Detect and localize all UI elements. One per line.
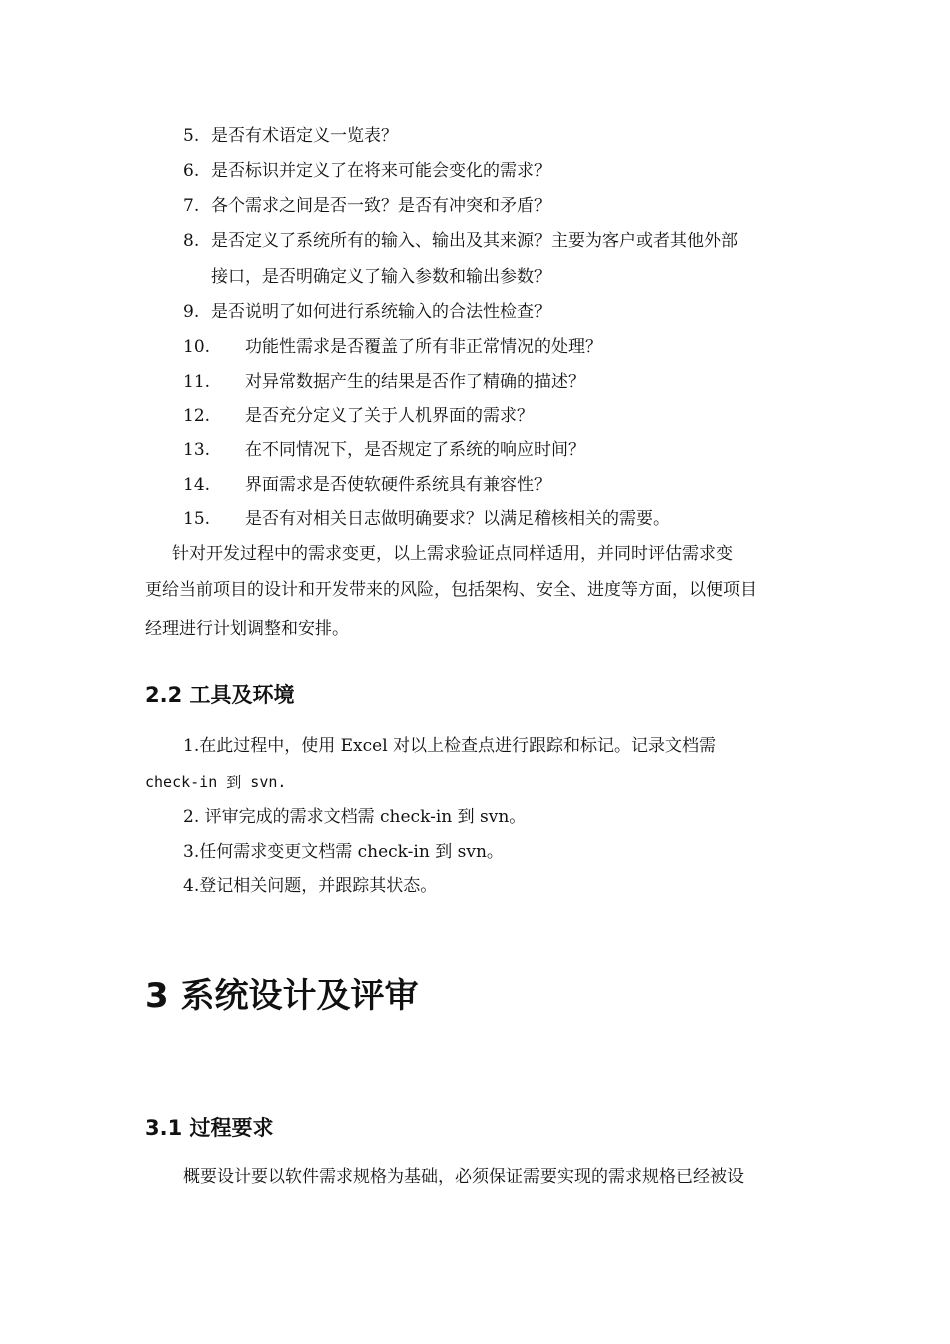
list-item-8 [183, 229, 738, 253]
list-number: 5. [183, 126, 200, 146]
list-number: 9. [183, 302, 200, 322]
list-item-9 [183, 300, 551, 324]
paragraph-line: 更给当前项目的设计和开发带来的风险，包括架构、安全、进度等方面，以便项目 [145, 580, 757, 600]
list-number: 15. [183, 509, 211, 529]
list-text: 是否说明了如何进行系统输入的合法性检查？ [211, 302, 551, 322]
list-text: 对异常数据产生的结果是否作了精确的描述？ [245, 372, 585, 392]
list-item-14 [183, 473, 551, 497]
section-heading-3-1: 3.1 过程要求 [145, 1116, 274, 1140]
list-text: 是否有术语定义一览表？ [211, 126, 398, 146]
list-number: 8. [183, 231, 200, 251]
tool-item-1: 1.在此过程中，使用 Excel 对以上检查点进行跟踪和标记。记录文档需 [183, 736, 717, 756]
list-number: 7. [183, 196, 200, 216]
list-item-11 [183, 370, 585, 394]
list-text: 界面需求是否使软硬件系统具有兼容性？ [245, 475, 551, 495]
list-text: 是否标识并定义了在将来可能会变化的需求？ [211, 161, 551, 181]
tool-item-1-continuation: check-in 到 svn. [145, 773, 287, 791]
list-item-5 [183, 124, 398, 148]
list-number: 12. [183, 406, 211, 426]
tool-item-2: 2. 评审完成的需求文档需 check-in 到 svn。 [183, 807, 527, 827]
list-text: 各个需求之间是否一致？是否有冲突和矛盾？ [211, 196, 551, 216]
list-number: 10. [183, 337, 211, 357]
list-text: 是否定义了系统所有的输入、输出及其来源？主要为客户或者其他外部 [211, 231, 738, 251]
list-number: 6. [183, 161, 200, 181]
list-item-12 [183, 404, 534, 428]
chapter-heading-3: 3 系统设计及评审 [145, 976, 419, 1016]
list-text: 是否有对相关日志做明确要求？以满足稽核相关的需要。 [245, 509, 670, 529]
list-number: 11. [183, 372, 211, 392]
list-text: 功能性需求是否覆盖了所有非正常情况的处理？ [245, 337, 602, 357]
list-item-15 [183, 507, 670, 531]
list-number: 13. [183, 440, 211, 460]
paragraph-line: 概要设计要以软件需求规格为基础，必须保证需要实现的需求规格已经被设 [183, 1167, 744, 1187]
tool-item-3: 3.任何需求变更文档需 check-in 到 svn。 [183, 842, 504, 862]
list-number: 14. [183, 475, 211, 495]
paragraph-line: 经理进行计划调整和安排。 [145, 619, 349, 639]
list-text: 是否充分定义了关于人机界面的需求？ [245, 406, 534, 426]
list-item-7 [183, 194, 551, 218]
paragraph-line: 针对开发过程中的需求变更，以上需求验证点同样适用，并同时评估需求变 [172, 544, 733, 564]
tool-item-4: 4.登记相关问题，并跟踪其状态。 [183, 876, 438, 896]
list-item-10 [183, 335, 602, 359]
list-item-6 [183, 159, 551, 183]
list-text: 在不同情况下，是否规定了系统的响应时间？ [245, 440, 585, 460]
list-item-13 [183, 438, 585, 462]
section-heading-2-2: 2.2 工具及环境 [145, 683, 295, 707]
list-item-8-continuation: 接口，是否明确定义了输入参数和输出参数？ [211, 267, 551, 287]
